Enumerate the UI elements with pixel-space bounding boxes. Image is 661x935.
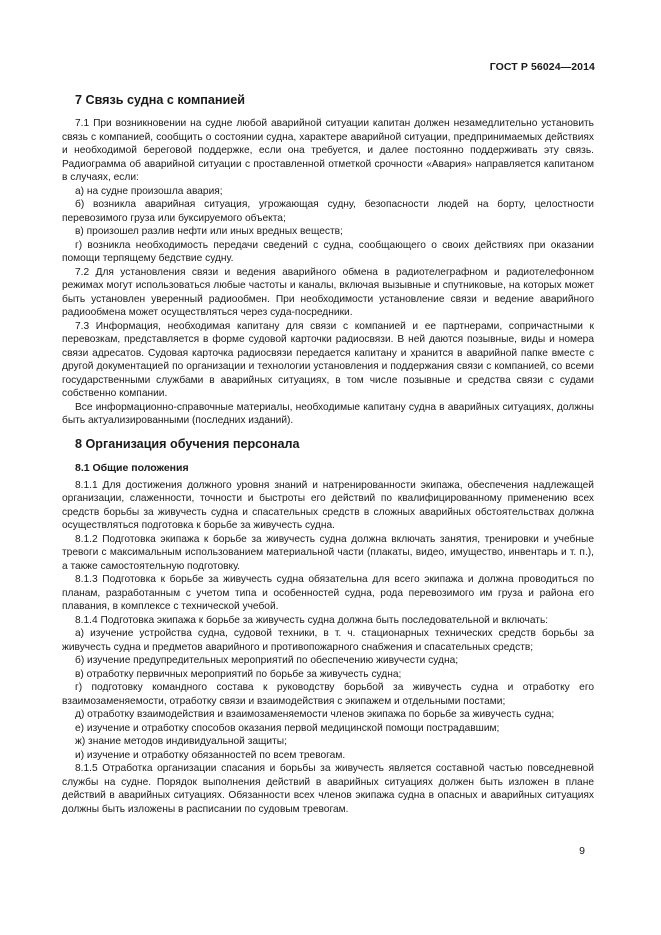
paragraph-7-1: 7.1 При возникновении на судне любой аварийной ситуации капитан должен незамедлительно установить связь с компанией, сообщить о состоянии судна, характере аварийной ситуации, предпринимаемых действиях и необходимой береговой поддержке, если она требуется, и далее постоянно поддерживать эту связь. Радиограмма об аварийной ситуации с проставленной отметкой срочности «Авария» направляется капитаном в случаях, если: bbox=[62, 118, 594, 183]
list-item-7-1-a: а) на судне произошла авария; bbox=[75, 185, 223, 197]
paragraph-7-3-note: Все информационно-справочные материалы, необходимые капитану судна в аварийных ситуациях, должны быть актуализированными (последних изданий). bbox=[62, 401, 594, 426]
list-item-7-1-g: г) возникла необходимость передачи сведений с судна, сообщающего о своих действиях при оказании помощи терпящему бедствие судну. bbox=[62, 239, 594, 264]
paragraph-8-1-1: 8.1.1 Для достижения должного уровня знаний и натренированности экипажа, обеспечения надлежащей организации, слаженности, точности и быстроты его действий по квалифицированному применению всех средств борьбы за живучесть судна и спасательных средств в сложных аварийных обстоятельствах должна осуществляться подготовка к борьбе за живучесть судна. bbox=[62, 479, 594, 531]
page-number: 9 bbox=[579, 845, 585, 857]
list-item-8-1-4-a: а) изучение устройства судна, судовой техники, в т. ч. стационарных технических средств борьбы за живучесть судна и предметов аварийного и противопожарного снабжения и спасательных средств; bbox=[62, 628, 594, 653]
section-7-title: 7 Связь судна с компанией bbox=[75, 93, 246, 107]
paragraph-8-1-3: 8.1.3 Подготовка к борьбе за живучесть судна обязательна для всего экипажа и должна проводиться по планам, разработанным с учетом типа и особенностей судна, рода перевозимого им груза и района его плавания, в комплексе с технической учебой. bbox=[62, 574, 594, 612]
page-content bbox=[62, 90, 594, 816]
list-item-7-1-v: в) произошел разлив нефти или иных вредных веществ; bbox=[75, 226, 343, 237]
subsection-8-1-title: 8.1 Общие положения bbox=[75, 461, 189, 474]
list-item-8-1-4-zh: ж) знание методов индивидуальной защиты; bbox=[75, 736, 287, 747]
list-item-8-1-4-d: д) отработку взаимодействия и взаимозаменяемости членов экипажа по борьбе за живучесть судна; bbox=[75, 709, 555, 720]
standard-header: ГОСТ Р 56024—2014 bbox=[489, 61, 595, 73]
list-item-8-1-4-e: е) изучение и отработку способов оказания первой медицинской помощи пострадавшим; bbox=[75, 722, 500, 734]
paragraph-7-3: 7.3 Информация, необходимая капитану для связи с компанией и ее партнерами, сопричастными к перевозкам, представляется в форме судовой карточки радиосвязи. В ней даются позывные, виды и номера связи адресатов. Судовая карточка радиосвязи передается капитану и хранится в аварийной папке вместе с другой документацией по организации и технологии установления и поддержания связи с компанией, со всеми государственными службами в аварийных ситуациях, в том числе позывные и средства связи с судами собственно компании. bbox=[62, 320, 594, 399]
section-8-title: 8 Организация обучения персонала bbox=[75, 436, 300, 451]
list-item-8-1-4-i: и) изучение и отработку обязанностей по всем тревогам. bbox=[75, 749, 346, 761]
list-item-8-1-4-g: г) подготовку командного состава к руководству борьбой за живучесть судна и отработку его взаимозаменяемости, отработку связи и взаимодействия с экипажем и отдельными постами; bbox=[62, 682, 594, 707]
paragraph-8-1-5: 8.1.5 Отработка организации спасания и борьбы за живучесть является составной частью повседневной службы на судне. Порядок выполнения действий в аварийных ситуациях должен быть изложен в плане действий в аварийных ситуациях. Обязанности всех членов экипажа судна в опасных и аварийных ситуациях должны быть изложены в расписании по судовым тревогам. bbox=[62, 763, 594, 815]
list-item-8-1-4-b: б) изучение предупредительных мероприятий по обеспечению живучести судна; bbox=[75, 655, 459, 666]
paragraph-8-1-4: 8.1.4 Подготовка экипажа к борьбе за живучесть судна должна быть последовательной и включать: bbox=[75, 614, 549, 626]
paragraph-8-1-2: 8.1.2 Подготовка экипажа к борьбе за живучесть судна должна включать занятия, тренировки и учебные тревоги с максимальным использованием материальной части (плакаты, видео, имущество, инвентарь и т. п.), а также самостоятельную подготовку. bbox=[62, 533, 594, 572]
paragraph-7-2: 7.2 Для установления связи и ведения аварийного обмена в радиотелеграфном и радиотелефонном режимах могут использоваться любые частоты и каналы, включая вызывные и спутниковые, на которых может быть установлен уверенный радиообмен. При необходимости установление связи и ведение аварийного радиообмена может осуществляться через суда-посредники. bbox=[62, 266, 594, 318]
list-item-7-1-b: б) возникла аварийная ситуация, угрожающая судну, безопасности людей на борту, целостности перевозимого груза или буксируемого объекта; bbox=[62, 199, 594, 224]
list-item-8-1-4-v: в) отработку первичных мероприятий по борьбе за живучесть судна; bbox=[75, 668, 402, 680]
